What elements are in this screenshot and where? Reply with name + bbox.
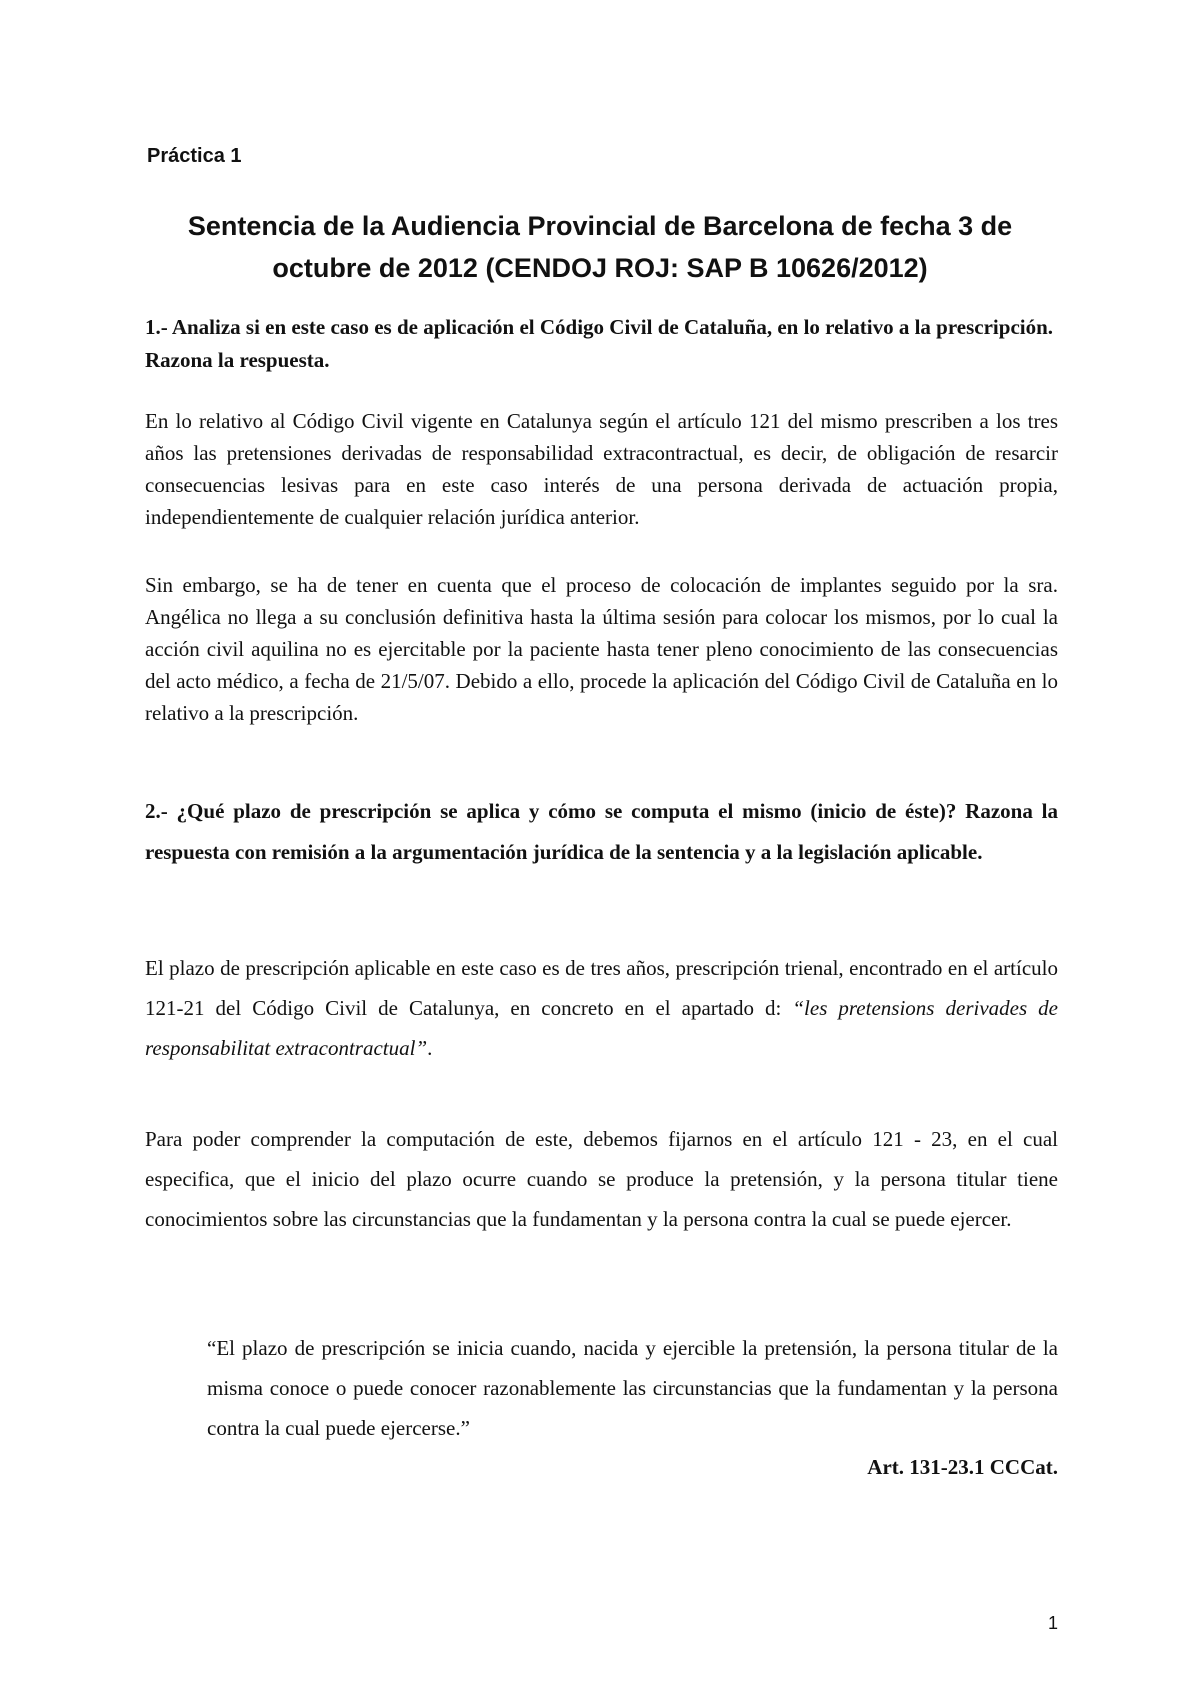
document-title: Sentencia de la Audiencia Provincial de Barcelona de fecha 3 de octubre de 2012 (CENDOJ ROJ: SAP B 10626/2012) <box>187 211 1013 283</box>
article-citation: Art. 131-23.1 CCCat. <box>867 1455 1058 1479</box>
answer-1-paragraph-1: En lo relativo al Código Civil vigente en Catalunya según el artículo 121 del mismo prescriben a los tres años las pretensiones derivadas de responsabilidad extracontractual, es decir, de obligación de resarcir consecuencias lesivas para en este caso interés de una persona derivada de actuación propia, independientemente de cualquier relación jurídica anterior. <box>145 409 1058 529</box>
answer-2-paragraph-1 <box>145 948 1058 1068</box>
answer-1-paragraph-2: Sin embargo, se ha de tener en cuenta que el proceso de colocación de implantes seguido por la sra. Angélica no llega a su conclusión definitiva hasta la última sesión para colocar los mismos, por lo cual la acción civil aquilina no es ejercitable por la paciente hasta tener pleno conocimiento de las consecuencias del acto médico, a fecha de 21/5/07. Debido a ello, procede la aplicación del Código Civil de Cataluña en lo relativo a la prescripción. <box>145 573 1058 725</box>
answer-2-intro: El plazo de prescripción aplicable en este caso es de tres años, prescripción trienal, encontrado en el artículo 121-21 del Código Civil de Catalunya, en concreto en el apartado d: <box>145 956 1058 1020</box>
question-1: 1.- Analiza si en este caso es de aplicación el Código Civil de Cataluña, en lo relativo a la prescripción. Razona la respuesta. <box>145 315 1054 372</box>
page-number: 1 <box>1047 1613 1058 1633</box>
quoted-statute-end: . <box>427 1036 433 1060</box>
question-2: 2.- ¿Qué plazo de prescripción se aplica y cómo se computa el mismo (inicio de éste)? Razona la respuesta con remisión a la argumentación jurídica de la sentencia y a la legislación aplicable. <box>145 799 1058 864</box>
quoted-statute-text: “les pretensions derivades de responsabilitat extracontractual” <box>145 996 1059 1060</box>
answer-2-paragraph-2: Para poder comprender la computación de este, debemos fijarnos en el artículo 121 - 23, en el cual especifica, que el inicio del plazo ocurre cuando se produce la pretensión, y la persona titular tiene conocimientos sobre las circunstancias que la fundamentan y la persona contra la cual se puede ejercer. <box>145 1127 1058 1231</box>
block-quote: “El plazo de prescripción se inicia cuando, nacida y ejercible la pretensión, la persona titular de la misma conoce o puede conocer razonablemente las circunstancias que la fundamentan y la persona contra la cual puede ejercerse.” <box>207 1336 1058 1440</box>
practice-label: Práctica 1 <box>147 145 242 167</box>
